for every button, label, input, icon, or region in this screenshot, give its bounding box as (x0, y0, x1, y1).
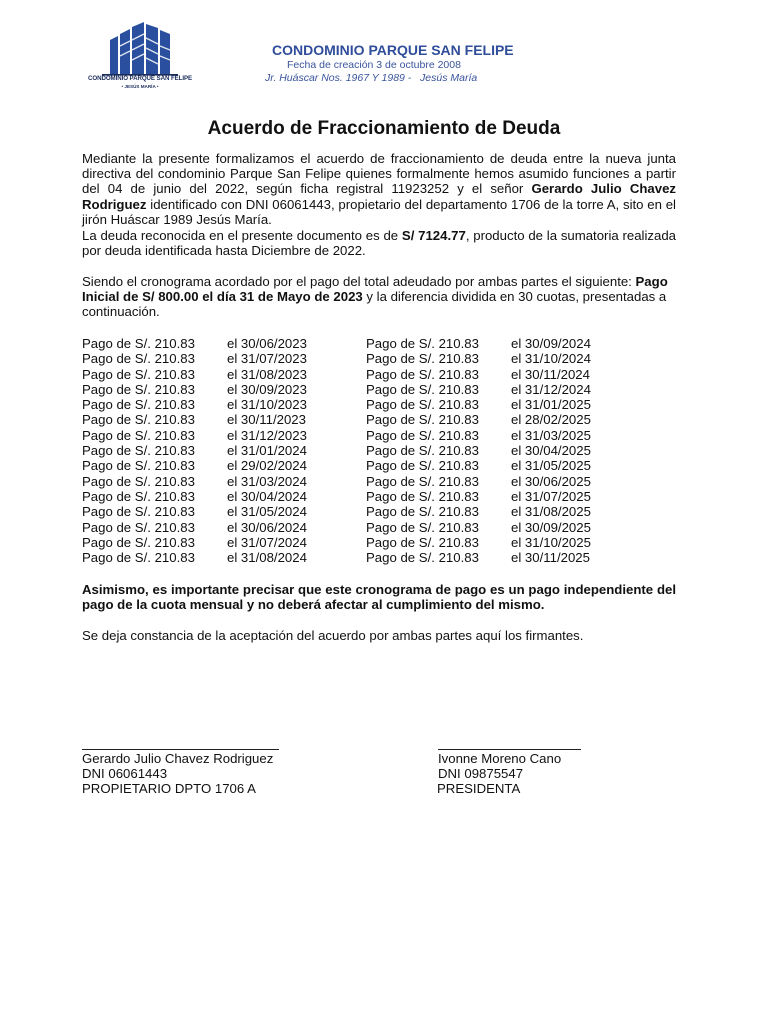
schedule-row (82, 504, 307, 519)
schedule-row (82, 520, 307, 535)
paragraph-schedule-text: y la diferencia dividida en 30 cuotas, presentadas a continuación. (82, 289, 667, 320)
installment-date: el 31/07/2024 (227, 534, 307, 550)
installment-amount: Pago de S/. 210.83 (366, 534, 479, 550)
installment-amount: Pago de S/. 210.83 (366, 519, 479, 535)
installment-amount: Pago de S/. 210.83 (366, 504, 479, 520)
installment-date: el 31/07/2025 (511, 488, 591, 504)
installment-amount: Pago de S/. 210.83 (82, 412, 195, 428)
installment-date: el 31/08/2024 (227, 550, 307, 566)
owner-signature-dni: DNI 06061443 (82, 766, 168, 782)
installment-date: el 31/05/2024 (227, 504, 307, 520)
org-address: Jr. Huáscar Nos. 1967 Y 1989 - Jesús María (265, 72, 478, 84)
logo-subcaption: • JESÚS MARÍA • (121, 84, 159, 89)
installment-amount: Pago de S/. 210.83 (82, 397, 195, 413)
installment-amount: Pago de S/. 210.83 (366, 397, 479, 413)
schedule-row (366, 382, 591, 397)
installment-amount: Pago de S/. 210.83 (366, 336, 479, 351)
installment-amount: Pago de S/. 210.83 (82, 488, 195, 504)
installment-date: el 30/11/2025 (511, 550, 590, 566)
installment-date: el 30/06/2023 (227, 336, 307, 351)
independence-notice: Asimismo, es importante precisar que este cronograma de pago es un pago independiente del pago de la cuota mensual y no deberá afectar al cumplimiento del mismo. (82, 582, 676, 613)
installment-date: el 30/06/2024 (227, 519, 307, 535)
installment-date: el 31/08/2023 (227, 366, 307, 382)
schedule-row (366, 443, 591, 458)
paragraph-debt (82, 228, 676, 258)
schedule-row (366, 474, 591, 489)
schedule-right-column (366, 336, 591, 565)
installment-date: el 31/03/2024 (227, 473, 307, 489)
acceptance-text: Se deja constancia de la aceptación del acuerdo por ambas partes aquí los firmantes. (82, 628, 584, 643)
installment-amount: Pago de S/. 210.83 (366, 550, 479, 566)
paragraph-agreement-text: identificado con DNI 06061443, propietario del departamento 1706 de la torre A, sito en el jirón Huáscar 1989 Jesús María. (82, 196, 676, 227)
schedule-row (366, 520, 591, 535)
installment-amount: Pago de S/. 210.83 (82, 519, 195, 535)
schedule-row (82, 412, 307, 427)
schedule-left-column (82, 336, 307, 565)
installment-date: el 31/01/2024 (227, 443, 307, 459)
installment-date: el 31/03/2025 (511, 427, 591, 443)
org-name: CONDOMINIO PARQUE SAN FELIPE (272, 42, 514, 58)
installment-date: el 31/08/2025 (511, 504, 591, 520)
installment-date: el 31/05/2025 (511, 458, 591, 474)
installment-date: el 30/04/2025 (511, 443, 591, 459)
installment-date: el 31/12/2024 (511, 381, 591, 397)
installment-date: el 31/10/2023 (227, 397, 307, 413)
installment-amount: Pago de S/. 210.83 (82, 351, 195, 367)
installment-amount: Pago de S/. 210.83 (366, 488, 479, 504)
schedule-row (82, 474, 307, 489)
installment-date: el 31/10/2024 (511, 351, 591, 367)
owner-signature-name: Gerardo Julio Chavez Rodriguez (82, 751, 274, 766)
schedule-row (82, 367, 307, 382)
paragraph-agreement (82, 151, 676, 227)
installment-date: el 31/10/2025 (511, 534, 591, 550)
installment-amount: Pago de S/. 210.83 (82, 366, 195, 382)
paragraph-debt-text: , producto de la sumatoria realizada por deuda identificada hasta Diciembre de 2022. (82, 228, 677, 259)
installment-date: el 29/02/2024 (227, 458, 307, 474)
debt-amount: S/ 7124.77 (401, 228, 466, 243)
schedule-row (82, 443, 307, 458)
paragraph-schedule-intro (82, 274, 676, 320)
installment-amount: Pago de S/. 210.83 (366, 473, 479, 489)
installment-amount: Pago de S/. 210.83 (82, 458, 195, 474)
installment-date: el 30/09/2024 (511, 336, 591, 351)
schedule-row (82, 382, 307, 397)
installment-date: el 31/12/2023 (227, 427, 307, 443)
installment-amount: Pago de S/. 210.83 (82, 443, 195, 459)
creation-date: Fecha de creación 3 de octubre 2008 (287, 59, 461, 71)
installment-amount: Pago de S/. 210.83 (82, 381, 195, 397)
installment-date: el 30/11/2023 (227, 412, 306, 428)
paragraph-debt-text: La deuda reconocida en el presente documento es de (82, 228, 402, 243)
installment-amount: Pago de S/. 210.83 (366, 351, 479, 367)
installment-amount: Pago de S/. 210.83 (366, 443, 479, 459)
installment-date: el 31/01/2025 (511, 397, 591, 413)
document-title: Acuerdo de Fraccionamiento de Deuda (207, 118, 561, 139)
schedule-row (82, 458, 307, 473)
installment-date: el 31/07/2023 (227, 351, 307, 367)
schedule-row (366, 412, 591, 427)
schedule-row (82, 351, 307, 366)
owner-name: Gerardo Julio Chavez Rodriguez (82, 181, 677, 212)
schedule-row (366, 504, 591, 519)
schedule-row (366, 428, 591, 443)
installment-date: el 30/09/2023 (227, 381, 307, 397)
paragraph-agreement-text: Mediante la presente formalizamos el acuerdo de fraccionamiento de deuda entre la nueva junta directiva del condominio Parque San Felipe quienes formalmente hemos asumido funciones a partir del 04 de junio del 2022, según ficha registral 11923252 y el señor (82, 151, 676, 197)
president-signature-name: Ivonne Moreno Cano (438, 751, 562, 766)
schedule-row (366, 489, 591, 504)
president-signature-role: PRESIDENTA (437, 781, 521, 797)
installment-date: el 28/02/2025 (511, 412, 591, 428)
installment-date: el 30/09/2025 (511, 519, 591, 535)
installment-date: el 30/04/2024 (227, 488, 307, 504)
installment-amount: Pago de S/. 210.83 (82, 473, 195, 489)
schedule-row (366, 336, 591, 351)
schedule-row (82, 397, 307, 412)
installment-date: el 30/06/2025 (511, 473, 591, 489)
schedule-row (366, 550, 591, 565)
schedule-row (366, 351, 591, 366)
installment-amount: Pago de S/. 210.83 (366, 412, 479, 428)
schedule-row (366, 397, 591, 412)
president-signature-dni: DNI 09875547 (438, 766, 524, 782)
installment-amount: Pago de S/. 210.83 (82, 504, 195, 520)
initial-payment: Pago Inicial de S/ 800.00 el día 31 de Mayo de 2023 (82, 274, 668, 305)
installment-amount: Pago de S/. 210.83 (366, 366, 479, 382)
president-signature-block (438, 751, 561, 797)
schedule-row (82, 550, 307, 565)
installment-amount: Pago de S/. 210.83 (82, 336, 195, 351)
schedule-row (82, 428, 307, 443)
schedule-row (366, 458, 591, 473)
schedule-row (366, 535, 591, 550)
installment-amount: Pago de S/. 210.83 (82, 534, 195, 550)
schedule-row (82, 489, 307, 504)
installment-amount: Pago de S/. 210.83 (366, 458, 479, 474)
installment-date: el 30/11/2024 (511, 366, 590, 382)
president-signature-line (438, 749, 581, 750)
paragraph-schedule-text: Siendo el cronograma acordado por el pago del total adeudado por ambas partes el siguiente: (82, 274, 636, 289)
logo-caption: CONDOMINIO PARQUE SAN FELIPE (88, 75, 192, 82)
owner-signature-line (82, 749, 279, 750)
schedule-row (82, 336, 307, 351)
schedule-row (366, 367, 591, 382)
installment-amount: Pago de S/. 210.83 (82, 427, 195, 443)
owner-signature-block (82, 751, 273, 797)
installment-amount: Pago de S/. 210.83 (366, 427, 479, 443)
schedule-row (82, 535, 307, 550)
installment-amount: Pago de S/. 210.83 (82, 550, 195, 566)
installment-amount: Pago de S/. 210.83 (366, 381, 479, 397)
owner-signature-role: PROPIETARIO DPTO 1706 A (82, 781, 256, 797)
